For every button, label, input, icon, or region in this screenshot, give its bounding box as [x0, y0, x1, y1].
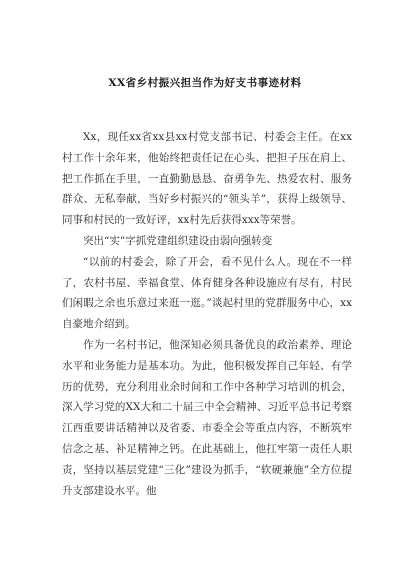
section-heading: 突出“实”字抓党建组织建设由弱向强转变: [83, 234, 273, 247]
paragraph-study: 作为一名村书记，他深知必须具备优良的政治素养、理论水平和业务能力是基本功。为此，他积极发挥自己年轻、有学历的优势，充分利用业余时间和工作中各种学习培训的机会，深入学习党的XX大和二十届三中全会精神、习近平总书记考察江西重要讲话精神以及省委、市委全会等重点内容，不断筑牢信念之基、补足精神之钙。在此基础上，他扛牢第一责任人职责，坚持以基层党建“三化”建设为抓手，“软硬兼施”全方位提升支部建设水平。他: [62, 338, 352, 497]
paragraph-intro: Xx，现任xx省xx县xx村党支部书记、村委会主任。在xx村工作十余年来，他始终把责任记在心头、把担子压在肩上、把工作抓在手里，一直勤勤恳恳、奋勇争先、热爱农村、服务群众、无私奉献，当好乡村振兴的“领头羊”，获得上级领导、同事和村民的一致好评，xx村先后获得xxx等荣誉。: [62, 131, 352, 227]
paragraph-quote: “以前的村委会，除了开会，看不见什么人。现在不一样了，农村书屋、幸福食堂、体育健身各种设施应有尽有，村民们闲暇之余也乐意过来逛一逛。”谈起村里的党群服务中心，xx自豪地介绍到。: [62, 255, 352, 331]
document-title: XX省乡村振兴担当作为好支书事迹材料: [108, 77, 302, 89]
document-body: [62, 127, 352, 501]
